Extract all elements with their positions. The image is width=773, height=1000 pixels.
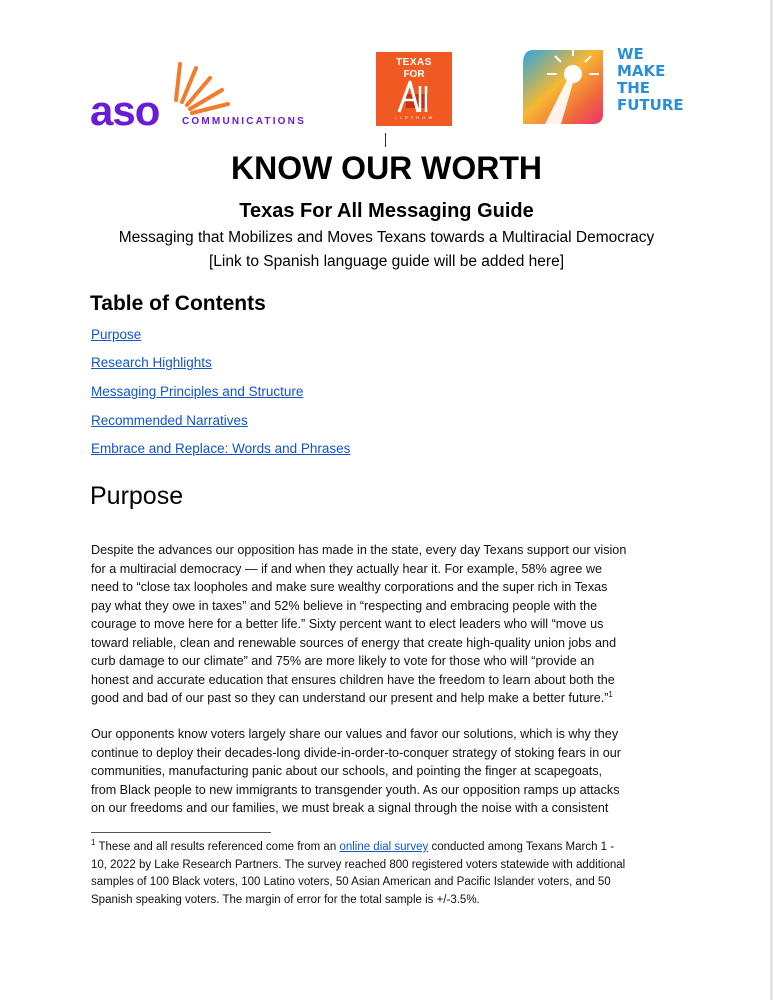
- footnote-line: 10, 2022 by Lake Research Partners. The survey reached 800 registered voters statewide with additional: [91, 858, 626, 871]
- toc-heading: Table of Contents: [90, 292, 266, 315]
- footnote-text: These and all results referenced come from an: [95, 841, 340, 853]
- wmf-line: THE: [617, 79, 651, 97]
- texas-for-all-logo: [376, 52, 452, 126]
- paragraph-line-text: good and bad of our past so they can understand our present and help make a better future.”: [91, 691, 609, 705]
- footnote-text: conducted among Texans March 1 -: [428, 841, 615, 853]
- footnote-divider: [91, 832, 271, 833]
- tfa-logo-small-text: L L E T R O W: [394, 115, 434, 120]
- paragraph-line: for a multiracial democracy — if and when they actually hear it. For example, 58% agree we: [91, 561, 602, 576]
- footnote-reference[interactable]: 1: [608, 689, 613, 699]
- document-title: KNOW OUR WORTH: [230, 150, 543, 186]
- paragraph-line-last: [91, 689, 691, 708]
- aso-communications-logo: [90, 60, 320, 134]
- we-make-the-future-emblem-icon: [519, 48, 605, 126]
- online-dial-survey-link[interactable]: online dial survey: [339, 841, 429, 853]
- toc-link-research-highlights[interactable]: Research Highlights: [91, 355, 212, 370]
- paragraph-line: honest and accurate education that ensures children have the freedom to learn about both the: [91, 672, 615, 687]
- footnote-line-first: [91, 839, 691, 857]
- paragraph-line: communities, manufacturing panic about our schools, and pointing the finger at scapegoats,: [91, 764, 603, 778]
- tfa-logo-line1: TEXAS: [396, 57, 432, 68]
- toc-link-messaging-principles[interactable]: Messaging Principles and Structure: [91, 384, 304, 399]
- document-subtitle: Texas For All Messaging Guide: [239, 200, 534, 222]
- we-make-the-future-wordmark: [617, 46, 684, 114]
- toc-link-purpose[interactable]: Purpose: [91, 327, 142, 342]
- paragraph-line: Despite the advances our opposition has made in the state, every day Texans support our vision: [91, 543, 627, 557]
- paragraph-line: courage to move here for a better life.” Sixty percent want to elect leaders who will “move us: [91, 617, 604, 631]
- footnote: [91, 839, 691, 909]
- aso-logo-word: aso: [90, 87, 160, 134]
- tfa-logo-line2: FOR: [403, 69, 425, 80]
- footnote-line: Spanish speaking voters. The margin of error for the total sample is +/-3.5%.: [91, 893, 480, 906]
- paragraph-line: need to “close tax loopholes and make sure wealthy corporations and the super rich in Texas: [91, 580, 608, 594]
- paragraph-line: from Black people to new immigrants to transgender youth. As our opposition ramps up attacks: [91, 782, 620, 797]
- paragraph-line: continue to deploy their decades-long divide-in-order-to-conquer strategy of stoking fears in our: [91, 745, 621, 760]
- toc-link-recommended-narratives[interactable]: Recommended Narratives: [91, 413, 248, 428]
- paragraph-line: on our freedoms and our families, we must break a signal through the noise with a consistent: [91, 801, 609, 815]
- toc-link-embrace-and-replace[interactable]: Embrace and Replace: Words and Phrases: [91, 441, 351, 456]
- footnote-line: samples of 100 Black voters, 100 Latino voters, 50 Asian American and Pacific Islander voters, and 50: [91, 876, 611, 888]
- paragraph-line: curb damage to our climate” and 75% are more likely to vote for those who will “provide an: [91, 654, 595, 668]
- aso-logo-subtitle: COMMUNICATIONS: [182, 116, 306, 127]
- purpose-paragraph-2: [91, 725, 691, 818]
- wmf-line: FUTURE: [617, 96, 684, 114]
- wmf-line: MAKE: [617, 62, 666, 80]
- paragraph-line: toward reliable, clean and renewable sources of energy that create high-quality union jobs and: [91, 635, 617, 650]
- wmf-line: WE: [617, 45, 644, 63]
- paragraph-line: pay what they owe in taxes” and 52% believe in “respecting and embracing people with the: [91, 598, 598, 613]
- aso-rays-icon: [162, 60, 232, 120]
- purpose-heading: Purpose: [90, 482, 184, 510]
- footnote-mark: 1: [91, 838, 96, 848]
- spanish-guide-note: [Link to Spanish language guide will be added here]: [208, 253, 565, 270]
- text-cursor: [385, 133, 386, 147]
- purpose-paragraph-1: [91, 541, 691, 708]
- document-tagline: Messaging that Mobilizes and Moves Texans towards a Multiracial Democracy: [118, 229, 655, 246]
- paragraph-line: Our opponents know voters largely share our values and favor our solutions, which is why they: [91, 727, 619, 741]
- tfa-hand-lettered-icon: [396, 80, 432, 114]
